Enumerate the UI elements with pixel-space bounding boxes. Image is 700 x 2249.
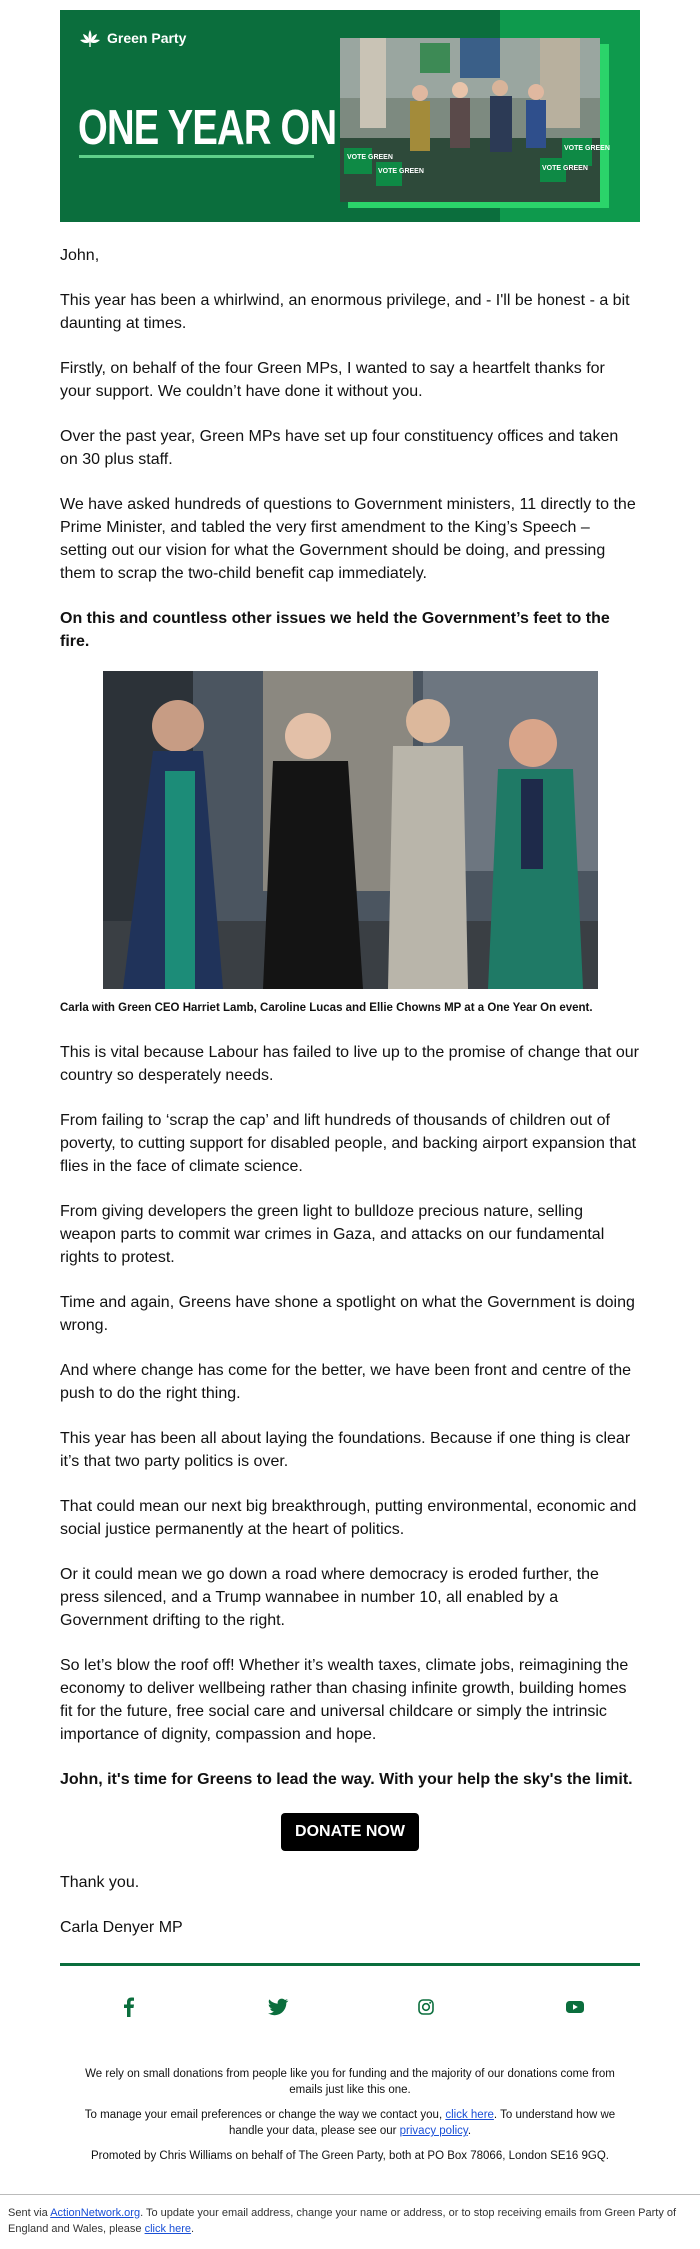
social-links bbox=[60, 1966, 640, 2026]
donate-row bbox=[60, 1813, 640, 1851]
paragraph: From giving developers the green light to bulldoze precious nature, selling weapon parts to commit war crimes in Gaza, and attacks on our fundamental rights to protest. bbox=[60, 1203, 605, 1266]
promoted-by: Promoted by Chris Williams on behalf of The Green Party, both at PO Box 78066, London SE16 9GQ. bbox=[91, 2150, 609, 2162]
headline-underline bbox=[79, 155, 314, 158]
banner-photo-art bbox=[340, 38, 610, 202]
paragraph: From failing to ‘scrap the cap’ and lift hundreds of thousands of children out of poverty, to cutting support for disabled people, and backing airport expansion that flies in the face of climate science. bbox=[60, 1112, 637, 1175]
instagram-icon[interactable] bbox=[415, 1996, 437, 2018]
paragraph: Over the past year, Green MPs have set up four constituency offices and taken on 30 plus staff. bbox=[60, 428, 619, 468]
sent-via-middle: . To update your email address, change your name or address, or to stop receiving emails from Green Party of England and Wales, please bbox=[8, 2207, 677, 2235]
unsubscribe-link[interactable]: click here bbox=[144, 2223, 192, 2235]
green-party-logo-icon bbox=[79, 28, 101, 48]
actionnetwork-link[interactable]: ActionNetwork.org bbox=[50, 2207, 141, 2219]
manage-middle: . To understand how we handle your data, please see our bbox=[228, 2109, 616, 2137]
placard-1: VOTE GREEN bbox=[347, 154, 393, 161]
placard-2: VOTE GREEN bbox=[378, 168, 424, 175]
placard-3: VOTE GREEN bbox=[564, 145, 610, 152]
system-footer bbox=[0, 2194, 700, 2249]
donations-note: We rely on small donations from people like you for funding and the majority of our donations come from emails just like this one. bbox=[85, 2068, 615, 2096]
header-banner bbox=[60, 10, 640, 222]
paragraph: This year has been all about laying the foundations. Because if one thing is clear it’s that two party politics is over. bbox=[60, 1430, 631, 1470]
donate-button[interactable]: DONATE NOW bbox=[281, 1813, 419, 1851]
bold-statement: On this and countless other issues we held the Government’s feet to the fire. bbox=[60, 610, 610, 650]
paragraph: Firstly, on behalf of the four Green MPs, I wanted to say a heartfelt thanks for your support. We couldn’t have done it without you. bbox=[60, 360, 605, 400]
paragraph: This year has been a whirlwind, an enormous privilege, and - I'll be honest - a bit daunting at times. bbox=[60, 292, 630, 332]
footer bbox=[60, 2026, 640, 2164]
email-body bbox=[60, 222, 640, 1939]
banner-photo bbox=[340, 38, 610, 202]
sent-via-prefix: Sent via bbox=[8, 2207, 51, 2219]
youtube-icon[interactable] bbox=[564, 1996, 586, 2018]
banner-headline: ONE YEAR ON bbox=[78, 101, 337, 155]
event-photo-art bbox=[103, 671, 598, 989]
sign-off: Thank you. bbox=[60, 1874, 140, 1891]
placard-4: VOTE GREEN bbox=[542, 165, 588, 172]
twitter-icon[interactable] bbox=[267, 1996, 289, 2018]
signature: Carla Denyer MP bbox=[60, 1919, 183, 1936]
paragraph: Or it could mean we go down a road where democracy is eroded further, the press silenced, and a Trump wannabee in number 10, all enabled by a Government drifting to the right. bbox=[60, 1566, 599, 1629]
manage-suffix: . bbox=[467, 2125, 472, 2137]
paragraph: And where change has come for the better, we have been front and centre of the push to do the right thing. bbox=[60, 1362, 632, 1402]
call-to-action: John, it's time for Greens to lead the way. With your help the sky's the limit. bbox=[60, 1771, 633, 1788]
paragraph: We have asked hundreds of questions to Government ministers, 11 directly to the Prime Minister, and tabled the very first amendment to the King’s Speech – setting out our vision for what the Government should be doing, and pressing them to scrap the two-child benefit cap immediately. bbox=[60, 496, 636, 582]
facebook-icon[interactable] bbox=[118, 1996, 140, 2018]
greeting: John, bbox=[60, 247, 100, 264]
sent-via-suffix: . bbox=[191, 2223, 195, 2235]
privacy-policy-link[interactable]: privacy policy bbox=[399, 2125, 468, 2137]
logo-text: Green Party bbox=[107, 30, 187, 46]
manage-preferences-link[interactable]: click here bbox=[445, 2109, 494, 2121]
paragraph: Time and again, Greens have shone a spotlight on what the Government is doing wrong. bbox=[60, 1294, 635, 1334]
paragraph: That could mean our next big breakthrough, putting environmental, economic and social justice permanently at the heart of politics. bbox=[60, 1498, 637, 1538]
manage-prefix: To manage your email preferences or change the way we contact you, bbox=[84, 2109, 446, 2121]
manage-preferences bbox=[70, 2107, 630, 2139]
paragraph: So let’s blow the roof off! Whether it’s wealth taxes, climate jobs, reimagining the economy to deliver wellbeing rather than chasing infinite growth, building homes fit for the future, free social care and universal childcare or simply the intrinsic importance of dignity, compassion and hope. bbox=[60, 1657, 629, 1743]
email-container bbox=[60, 0, 640, 2164]
paragraph: This is vital because Labour has failed to live up to the promise of change that our country so desperately needs. bbox=[60, 1044, 640, 1084]
green-party-logo[interactable] bbox=[79, 28, 186, 48]
event-photo bbox=[103, 671, 598, 989]
photo-caption: Carla with Green CEO Harriet Lamb, Caroline Lucas and Ellie Chowns MP at a One Year On event. bbox=[60, 1002, 593, 1014]
